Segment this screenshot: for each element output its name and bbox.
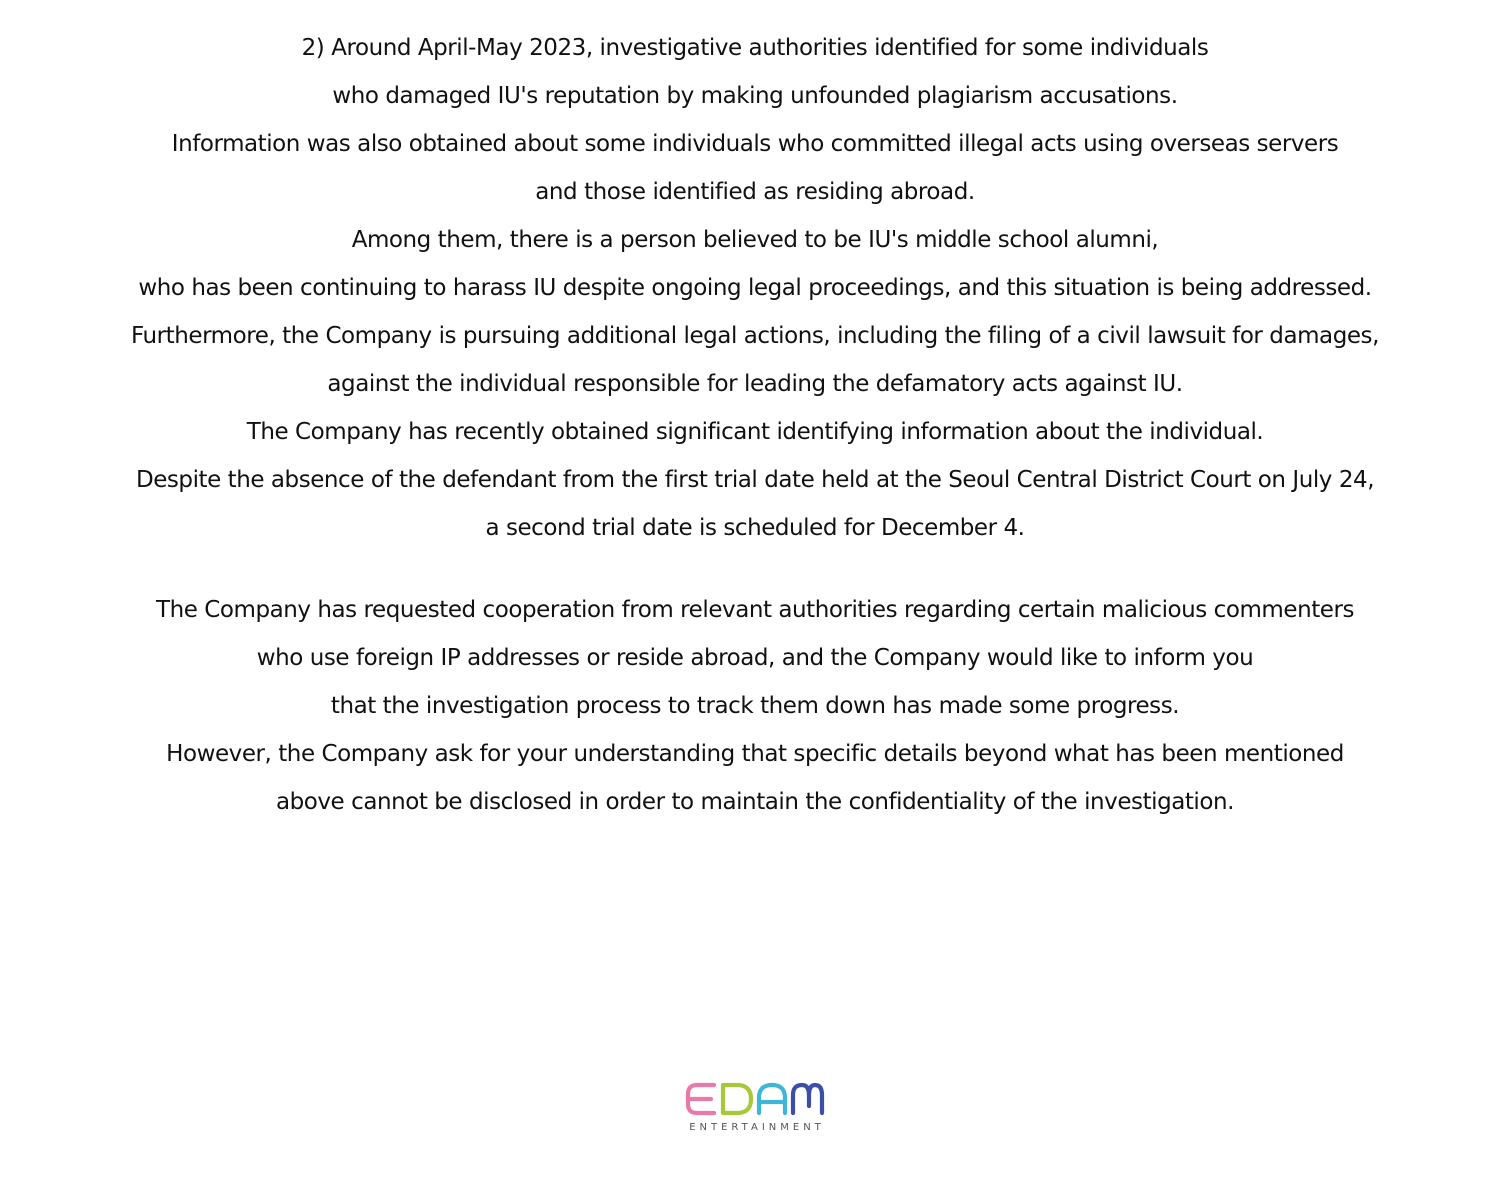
- paragraph-investigation: [0, 24, 1510, 552]
- logo-letter-d: [723, 1085, 751, 1113]
- statement-line: and those identified as residing abroad.: [535, 179, 975, 205]
- statement-line: 2) Around April-May 2023, investigative authorities identified for some individuals: [301, 35, 1209, 61]
- statement-line: who use foreign IP addresses or reside abroad, and the Company would like to inform you: [256, 645, 1254, 671]
- edam-wordmark-logo: [685, 1082, 825, 1116]
- statement-line: The Company has requested cooperation from relevant authorities regarding certain malicious commenters: [155, 597, 1355, 623]
- logo-letter-m: [793, 1085, 822, 1113]
- statement-line: against the individual responsible for leading the defamatory acts against IU.: [327, 371, 1183, 397]
- statement-line: that the investigation process to track them down has made some progress.: [330, 693, 1180, 719]
- statement-line: Among them, there is a person believed to be IU's middle school alumni,: [351, 227, 1159, 253]
- statement-body: [0, 24, 1510, 826]
- statement-line: who has been continuing to harass IU despite ongoing legal proceedings, and this situation is being addressed.: [138, 275, 1372, 301]
- statement-line: who damaged IU's reputation by making unfounded plagiarism accusations.: [332, 83, 1178, 109]
- statement-line: Furthermore, the Company is pursuing additional legal actions, including the filing of a civil lawsuit for damages,: [131, 323, 1379, 349]
- statement-line: The Company has recently obtained significant identifying information about the individual.: [246, 419, 1264, 445]
- statement-line: above cannot be disclosed in order to maintain the confidentiality of the investigation.: [275, 789, 1234, 815]
- logo-letter-a: [759, 1085, 785, 1113]
- paragraph-cooperation: [0, 586, 1510, 826]
- statement-line: Despite the absence of the defendant from the first trial date held at the Seoul Central District Court on July 24,: [135, 467, 1375, 493]
- statement-line: a second trial date is scheduled for December 4.: [485, 515, 1025, 541]
- statement-line: However, the Company ask for your understanding that specific details beyond what has been mentioned: [166, 741, 1344, 767]
- logo-subtitle: ENTERTAINMENT: [689, 1122, 825, 1133]
- logo-letter-e: [688, 1085, 714, 1113]
- statement-line: Information was also obtained about some individuals who committed illegal acts using overseas servers: [171, 131, 1339, 157]
- edam-entertainment-logo: [0, 1082, 1510, 1133]
